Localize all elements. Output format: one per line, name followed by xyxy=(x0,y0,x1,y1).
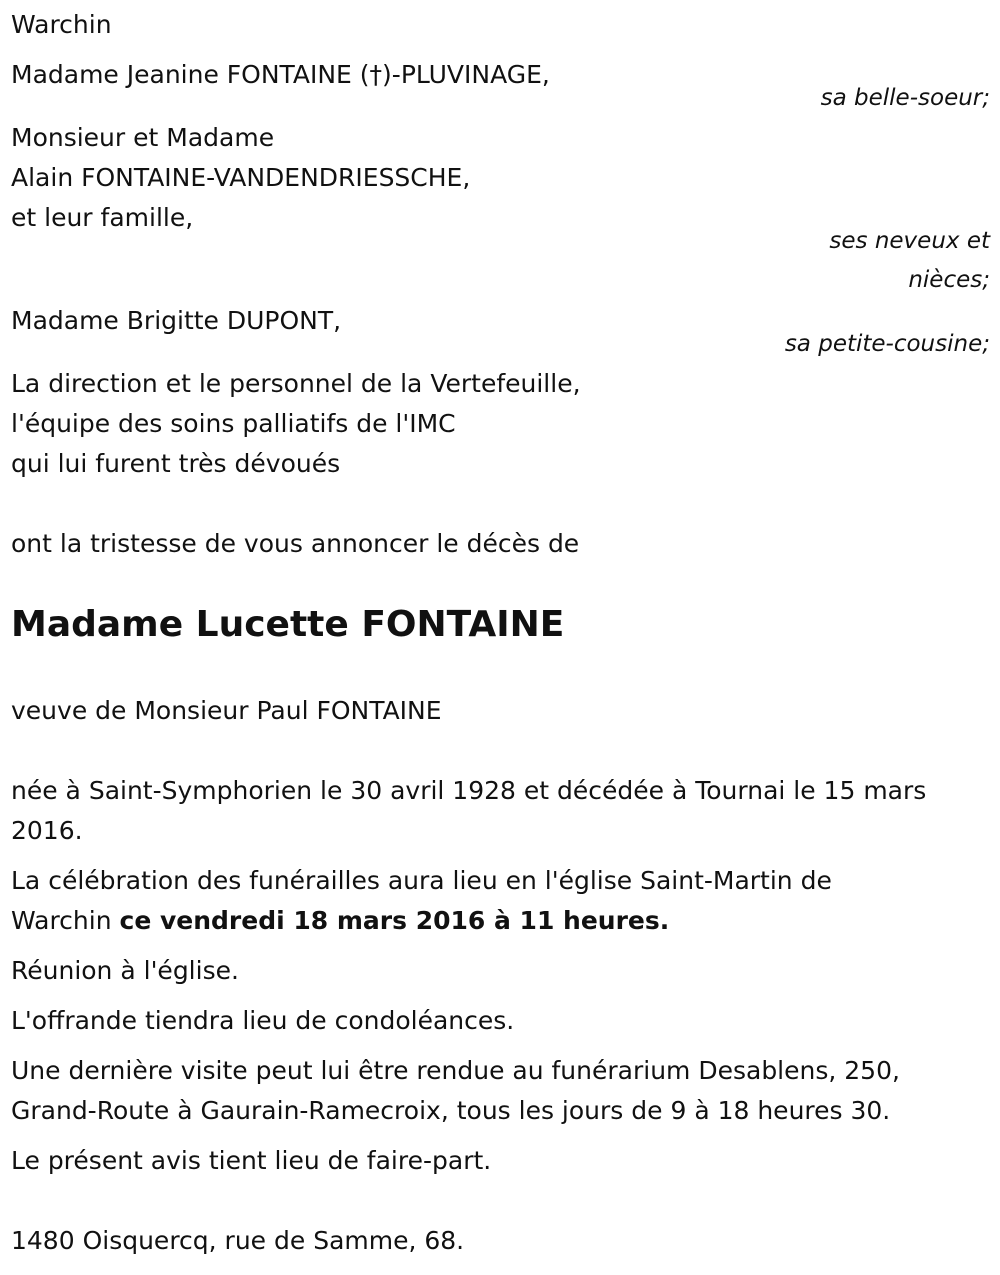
mourner-4-line-1: La direction et le personnel de la Vertefeuille, xyxy=(11,369,581,398)
mourner-2-line-2: Alain FONTAINE-VANDENDRIESSCHE, xyxy=(11,163,471,192)
address: 1480 Oisquercq, rue de Samme, 68. xyxy=(11,1226,465,1255)
ceremony-place: Warchin xyxy=(11,906,120,935)
birth-death-line-2: 2016. xyxy=(11,816,83,845)
mourner-2-line-3: et leur famille, xyxy=(11,203,194,232)
deceased-name: Madame Lucette FONTAINE xyxy=(11,604,565,645)
birth-death-line-1: née à Saint-Symphorien le 30 avril 1928 et décédée à Tournai le 15 mars xyxy=(11,776,927,805)
ceremony-line-1: La célébration des funérailles aura lieu en l'église Saint-Martin de xyxy=(11,866,832,895)
widow-of: veuve de Monsieur Paul FONTAINE xyxy=(11,696,442,725)
mourner-4-line-2: l'équipe des soins palliatifs de l'IMC xyxy=(11,409,456,438)
mourner-2-line-1: Monsieur et Madame xyxy=(11,123,275,152)
mourner-3-name: Madame Brigitte DUPONT, xyxy=(11,306,342,335)
mourner-1-name: Madame Jeanine FONTAINE (†)-PLUVINAGE, xyxy=(11,60,550,89)
meeting-info: Réunion à l'église. xyxy=(11,956,239,985)
notice-statement: Le présent avis tient lieu de faire-part. xyxy=(11,1146,492,1175)
mourner-1-relation: sa belle-soeur; xyxy=(820,85,990,111)
announcement: ont la tristesse de vous annoncer le décès de xyxy=(11,529,580,558)
ceremony-datetime: ce vendredi 18 mars 2016 à 11 heures. xyxy=(119,906,670,935)
offering-info: L'offrande tiendra lieu de condoléances. xyxy=(11,1006,515,1035)
ceremony-line-2 xyxy=(11,901,669,941)
mourner-4-line-3: qui lui furent très dévoués xyxy=(11,449,341,478)
mourner-3-relation: sa petite-cousine; xyxy=(784,331,990,357)
location: Warchin xyxy=(11,10,112,39)
visit-line-2: Grand-Route à Gaurain-Ramecroix, tous les jours de 9 à 18 heures 30. xyxy=(11,1096,891,1125)
visit-line-1: Une dernière visite peut lui être rendue au funérarium Desablens, 250, xyxy=(11,1056,900,1085)
mourner-2-relation-line-1: ses neveux et xyxy=(829,228,990,254)
mourner-2-relation-line-2: nièces; xyxy=(908,267,990,293)
